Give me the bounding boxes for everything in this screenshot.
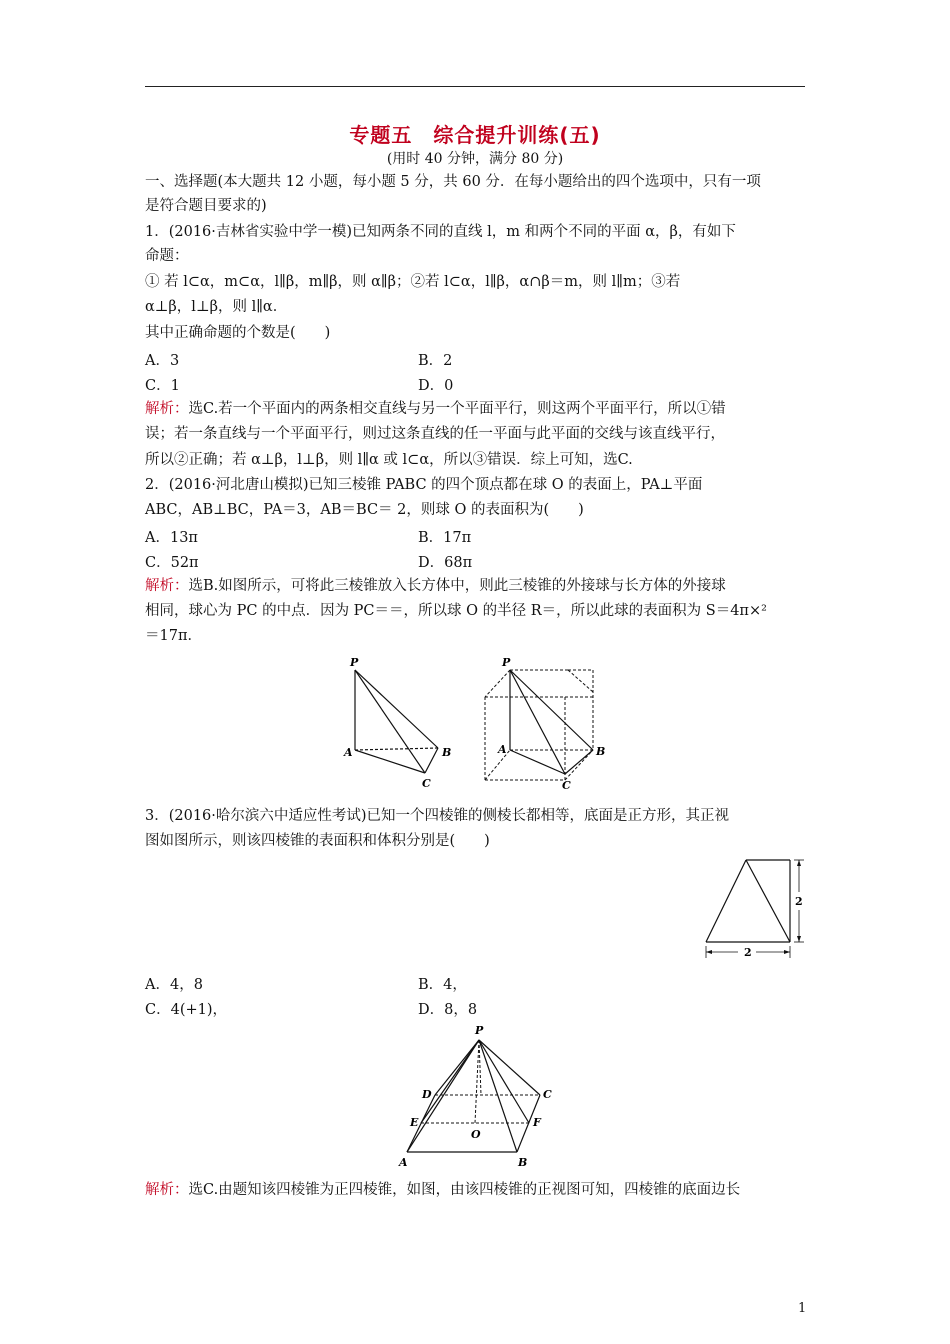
q1-option-c: C．1: [145, 378, 180, 394]
q1-option-a: A．3: [145, 353, 180, 369]
edge-pa: [407, 1040, 479, 1152]
edge-bc: [565, 750, 593, 774]
q1-option-b: B．2: [418, 353, 453, 369]
q2-answer-line1: [145, 576, 726, 596]
q3-answer-text1: 选C.由题知该四棱锥为正四棱锥，如图，由该四棱锥的正视图可知，四棱锥的底面边长: [188, 1182, 741, 1198]
page-number: 1: [798, 1301, 807, 1316]
q2-stem-line2: ABC，AB⊥BC，PA＝3，AB＝BC＝ 2，则球 O 的表面积为( ): [145, 502, 584, 518]
q2-stem-line1: 2．(2016·河北唐山模拟)已知三棱锥 PABC 的四个顶点都在球 O 的表面上，PA⊥平面: [145, 477, 703, 493]
section-instructions-line1: 一、选择题(本大题共 12 小题，每小题 5 分，共 60 分．在每小题给出的四个选项中，只有一项: [145, 174, 761, 190]
q2-option-a: A．13π: [145, 530, 198, 546]
edge-ab-hidden: [355, 748, 438, 750]
page-title: 专题五 综合提升训练(五): [349, 123, 601, 147]
label-f: F: [533, 1116, 541, 1129]
figure-front-view: [700, 852, 815, 964]
q3-option-c: C．4(+1)，: [145, 1002, 228, 1018]
q1-answer-text1: 选C.若一个平面内的两条相交直线与另一个平面平行，则这两个平面平行，所以①错: [188, 401, 726, 417]
top-rule: [145, 86, 805, 87]
label-b: B: [442, 746, 452, 759]
label-e: E: [410, 1116, 419, 1129]
label-a: A: [498, 743, 507, 756]
label-c: C: [562, 779, 571, 792]
q2-option-d: D．68π: [418, 555, 473, 571]
q3-stem-line2: 图如图所示，则该四棱锥的表面积和体积分别是( ): [145, 833, 490, 849]
edge-bc: [425, 748, 438, 773]
q3-answer-label: 解析：: [145, 1182, 189, 1198]
edge-ac: [355, 750, 425, 773]
q3-option-b: B．4，: [418, 977, 467, 993]
edge-pc: [355, 670, 425, 773]
q1-answer-line2: 误；若一条直线与一个平面平行，则过这条直线的任一平面与此平面的交线与该直线平行，: [145, 426, 725, 442]
q2-option-b: B．17π: [418, 530, 472, 546]
q1-stem-line1: 1．(2016·吉林省实验中学一模)已知两条不同的直线 l，m 和两个不同的平面 α，β，有如下: [145, 224, 736, 240]
segment-pf: [479, 1040, 529, 1123]
q2-option-c: C．52π: [145, 555, 199, 571]
q2-answer-line3: ＝17π．: [145, 628, 202, 644]
q3-answer-line1: [145, 1180, 740, 1200]
edge-pb: [510, 670, 593, 750]
diagonal-edge: [746, 860, 790, 942]
q2-answer-text1: 选B.如图所示，可将此三棱锥放入长方体中，则此三棱锥的外接球与长方体的外接球: [188, 578, 726, 594]
q1-option-d: D．0: [418, 378, 454, 394]
q2-answer-label: 解析：: [145, 578, 189, 594]
q2-answer-line2: 相同，球心为 PC 的中点．因为 PC＝＝，所以球 O 的半径 R＝，所以此球的表面积为 S＝4π×²: [145, 603, 767, 619]
label-o: O: [471, 1128, 481, 1141]
label-c: C: [422, 777, 431, 790]
q3-option-d: D．8，8: [418, 1002, 478, 1018]
figure-pyramid-in-cuboid: [480, 652, 610, 792]
q1-answer-label: 解析：: [145, 401, 189, 417]
label-p: P: [350, 656, 359, 669]
left-edge: [706, 860, 746, 942]
label-a: A: [399, 1156, 408, 1169]
label-p: P: [475, 1024, 484, 1037]
q3-stem-line1: 3．(2016·哈尔滨六中适应性考试)已知一个四棱锥的侧棱长都相等，底面是正方形，其正视: [145, 808, 730, 824]
section-instructions-line2: 是符合题目要求的): [145, 198, 267, 214]
q1-stem-line2: 命题：: [145, 248, 189, 264]
figure-pyramid-pabc: [340, 655, 470, 790]
edge-pd: [435, 1040, 479, 1095]
q1-stem-line4: α⊥β，l⊥β，则 l∥α．: [145, 299, 288, 315]
page-subtitle: (用时 40 分钟，满分 80 分): [386, 151, 564, 167]
q1-stem-line3: ① 若 l⊂α，m⊂α，l∥β，m∥β，则 α∥β；②若 l⊂α，l∥β，α∩β＝m，则 l∥m；③若: [145, 274, 681, 290]
edge-ac: [510, 750, 565, 774]
q3-option-a: A．4，8: [145, 977, 203, 993]
label-a: A: [344, 746, 353, 759]
width-label: 2: [744, 946, 752, 959]
edge-pb: [355, 670, 438, 748]
segment-pe: [421, 1040, 479, 1123]
q1-stem-line5: 其中正确命题的个数是( ): [145, 325, 331, 341]
q1-answer-line1: [145, 399, 726, 419]
q1-answer-line3: 所以②正确；若 α⊥β，l⊥β，则 l∥α 或 l⊂α，所以③错误．综上可知，选C.: [145, 452, 633, 468]
figure-square-pyramid: [395, 1020, 565, 1172]
edge-pc: [510, 670, 565, 774]
label-d: D: [422, 1088, 432, 1101]
label-b: B: [596, 745, 606, 758]
label-c: C: [543, 1088, 552, 1101]
height-label: 2: [795, 895, 803, 908]
label-b: B: [518, 1156, 528, 1169]
label-p: P: [502, 656, 511, 669]
